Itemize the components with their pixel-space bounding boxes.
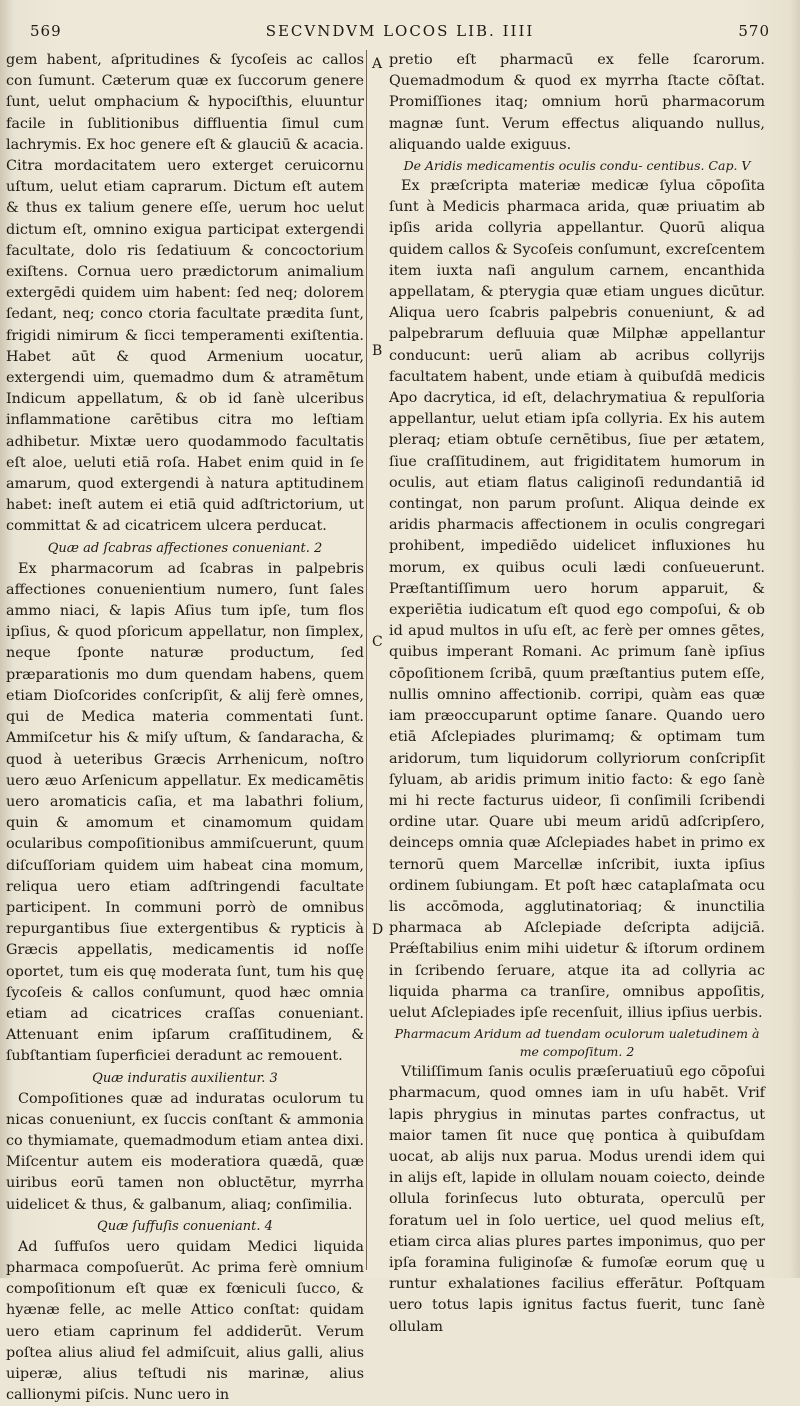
margin-letter-a: A — [372, 56, 383, 72]
paragraph: Ex pharmacorum ad ſcabras in palpebris affectiones conuenientium numero, ſunt ſales ammo niaci, & lapis Aſius tum ipſe, tum flos ipſius, & quod pſoricum appellatur, non ſimplex, neque ſponte naturæ productum, ſed præparationis mo dum quendam habens, quem etiam Dioſcorides conſcripſit, & alij ferè omnes, qui de Medica materia commentati ſunt. Ammiſcetur his & miſy uſtum, & ſandaracha, & quod à ueteribus Græcis Arrhenicum, noſtro uero æuo Arſenicum appellatur. Ex medicamētis uero aromaticis caſia, et ma labathri folium, quin & amomum et cinamomum quidam ocularibus compoſitionibus ammiſcuerunt, quum diſcuſſoriam quidem uim habeat cina momum, reliqua uero etiam adſtringendi facultate participent. In communi porrò de omnibus repurgantibus ſiue extergentibus & rypticis à Græcis appellatis, medicamentis id noſſe oportet, tum eis quę moderata ſunt, tum his quę ſycoſeis & callos conſumunt, quod hæc omnia etiam ad cicatrices craſſas conueniant. Attenuant enim ipſarum craſſitudinem, & ſubſtantiam ſuperficiei deradunt ac remouent. — [6, 560, 364, 1065]
page-number-right: 570 — [738, 22, 770, 40]
margin-gutter — [366, 50, 387, 1270]
paragraph: pretio eſt pharmacū ex felle ſcarorum. Quemadmodum & quod ex myrrha ſtacte cōſtat. Promiſſiones itaq; omnium horū pharmacorum magnæ ſunt. Verum effectus aliquando nullus, aliquando ualde exiguus. — [389, 52, 765, 153]
section-heading: Quæ induratis auxilientur. 3 — [92, 1070, 278, 1086]
paragraph: gem habent, aſpritudines & ſycoſeis ac callos con ſumunt. Cæterum quæ ex ſuccorum genere ſunt, uelut omphacium & hypociſthis, eluuntur facile in ſublitionibus diffluentia ſimul cum lachrymis. Ex hoc genere eſt & glauciū & acacia. Citra mordacitatem uero exterget ceruicornu uſtum, uelut etiam caprarum. Dictum eſt autem & thus ex talium genere eſſe, uerum hoc uelut dictum eſt, omnino exigua participat extergendi facultate, dolo ris ſedatiuum & concoctorium exiſtens. Cornua uero prædictorum animalium extergēdi quidem uim habent: ſed neq; dolorem ſedant, neq; conco ctoria facultate prædita ſunt, frigidi nimirum & ſicci temperamenti exiſtentia. Habet aūt & quod Armenium uocatur, extergendi uim, quemadmo dum & atramētum Indicum appellatum, & ob id ſanè ulceribus inflammatione carētibus citra mo leſtiam adhibetur. Mixtæ uero quodammodo facultatis eſt aloe, ueluti etiā roſa. Habet enim quid in ſe amarum, quod extergendi à natura aptitudinem habet: ineſt autem ei etiā quid adſtrictorium, ut committat & ad cicatricem ulcera perducat. — [6, 52, 364, 535]
page-number-left: 569 — [30, 22, 62, 40]
paragraph: Vtiliſſimum ſanis oculis præſeruatiuū ego cōpoſui pharmacum, quod omnes iam in uſu habēt. Vrif lapis phrygius in minutas partes confractus, ut maior tamen ſit nuce quę pontica à quibuſdam uocat, ab alijs nux parua. Modus urendi idem qui in alijs eſt, lapide in ollulam nouam coiecto, deinde ollula forinſecus luto obturata, operculū per foratum uel in ſolo uertice, uel quod melius eſt, etiam circa alias plures partes imponimus, quo per ipſa foramina fuliginoſæ & fumoſæ eorum quę u runtur exhalationes facilius efferātur. Poſtquam uero totus lapis ignitus factus fuerit, tunc ſanè ollulam — [389, 1064, 765, 1335]
paragraph: Ex præſcripta materiæ medicæ ſylua cōpoſita ſunt à Medicis pharmaca arida, quæ priuatim ab ipſis arida collyria appellantur. Quorū aliqua quidem callos & Sycoſeis conſumunt, excreſcentem item iuxta naſi angulum carnem, encanthida appellatam, & pterygia quæ etiam ungues dicūtur. Aliqua uero ſcabris palpebris conueniunt, & ad palpebrarum defluuia quæ Milphæ appellantur conducunt: uerū aliam ab acribus collyrijs facultatem habent, unde etiam à quibuſdā medicis Apo dacrytica, id eſt, delachrymatiua & repulſoria appellantur, uelut etiam ipſa collyria. Ex his autem pleraq; etiam obtuſe cernētibus, ſiue per ætatem, ſiue craſſitudinem, aut frigiditatem humorum in oculis, aut etiam flatus caliginoſi redundantiā id contingat, non parum proſunt. Aliqua deinde ex aridis pharmacis affectionem in oculis congregari prohibent, impediēdo uidelicet influxiones hu morum, ex quibus oculi lædi conſueuerunt. Præſtantiſſimum uero horum apparuit, & experiētia iudicatum eſt quod ego compoſui, & ob id apud multos in uſu eſt, ac ferè per omnes gētes, quibus imperant Romani. Ac primum ſanè ipſius cōpoſitionem ſcribā, quum præſtantius putem eſſe, nullis omnino affectionib. corripi, quàm eas quæ iam præoccuparunt optime ſanare. Quando uero etiā Aſclepiades plurimamq; & optimam tum aridorum, tum liquidorum collyriorum conſcripſit ſyluam, ab aridis primum initio facto: & ego ſanè mi hi recte facturus uideor, ſi conſimili ſcribendi ordine utar. Quare ubi meum aridū adſcripſero, deinceps omnia quæ Aſclepiades habet in primo ex ternorū quem Marcellæ inſcribit, iuxta ipſius ordinem ſubiungam. Et poſt hæc cataplaſmata ocu lis accōmoda, agglutinatoriaq; & inunctilia pharmaca ab Aſclepiade deſcripta adijciā. Prǽſtabilius enim mihi uidetur & iſtorum ordinem in ſcribendo ſeruare, atque ita ad collyria ac liquida pharma ca tranſire, omnibus appoſitis, uelut Aſclepiades ipſe recenſuit, illius ipſius uerbis. — [389, 178, 765, 1021]
paragraph: Ad ſuffuſos uero quidam Medici liquida pharmaca compoſuerūt. Ac prima ferè omnium compoſitionum eſt quæ ex fœniculi ſucco, & hyænæ felle, ac melle Attico conſtat: quidam uero etiam caprinum fel addiderūt. Verum poſtea alius aliud fel admiſcuit, alius galli, alius uiperæ, alius teſtudi nis marinæ, alius callionymi piſcis. Nunc uero in — [6, 1238, 364, 1404]
section-heading: Quæ ad ſcabras affectiones conueniant. 2 — [47, 540, 323, 556]
margin-letter-d: D — [372, 922, 384, 938]
chapter-heading: De Aridis medicamentis oculis condu- centibus. Cap. V — [403, 158, 751, 174]
section-heading: Quæ ſuffuſis conueniant. 4 — [97, 1218, 273, 1234]
section-heading: Pharmacum Aridum ad tuendam oculorum ualetudinem à me compoſitum. 2 — [394, 1026, 760, 1060]
running-title: SECVNDVM LOCOS LIB. IIII — [265, 22, 535, 40]
right-column — [389, 50, 765, 1338]
paragraph: Compoſitiones quæ ad induratas oculorum tu nicas conueniunt, ex ſuccis conſtant & ammonia co thymiamate, quemadmodum etiam antea dixi. Miſcentur autem eis moderatiora quædā, quæ uiribus eorū tamen non obluctētur, myrrha uidelicet & thus, & galbanum, aliaq; conſimilia. — [6, 1090, 364, 1213]
margin-letter-b: B — [372, 343, 383, 359]
margin-letter-c: C — [372, 634, 383, 650]
left-column — [6, 50, 364, 1406]
page-header — [30, 22, 770, 48]
